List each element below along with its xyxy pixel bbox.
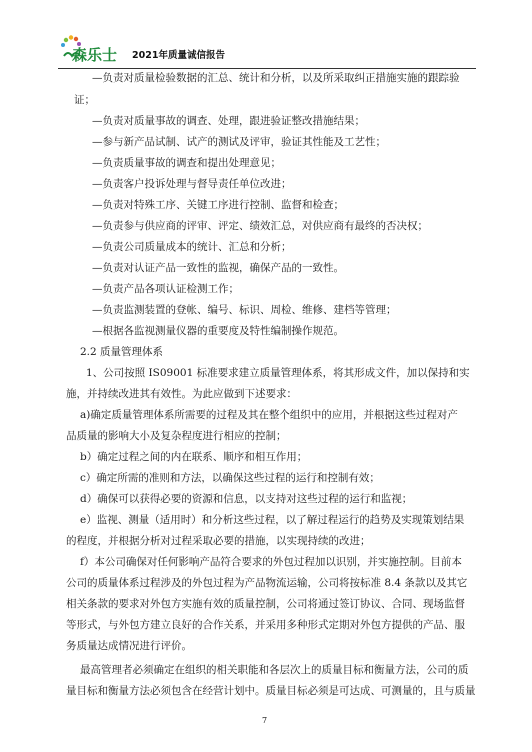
text-line: 相关条款的要求对外包方实施有效的质量控制，公司将通过签订协议、合同、现场监督 — [66, 598, 465, 610]
text-line: d）确保可以获得必要的资源和信息，以支持对这些过程的运行和监视； — [80, 493, 413, 505]
text-line: 等形式，与外包方建立良好的合作关系，并采用多种形式定期对外包方提供的产品、服 — [66, 619, 465, 631]
text-line: f）本公司确保对任何影响产品符合要求的外包过程加以识别，并实施控制。目前本 — [80, 556, 462, 568]
header-divider — [58, 68, 476, 69]
text-line: —负责客户投诉处理与督导责任单位改进； — [92, 178, 292, 190]
text-line: 务质量达成情况进行评价。 — [66, 640, 192, 652]
text-line: b）确定过程之间的内在联系、顺序和相互作用； — [80, 451, 308, 463]
text-line: —参与新产品试制、试产的测试及评审，验证其性能及工艺性； — [92, 136, 386, 148]
text-line: —负责对质量事故的调查、处理，跟进验证整改措施结果； — [92, 115, 365, 127]
text-line: —负责参与供应商的评审、评定、绩效汇总，对供应商有最终的否决权； — [92, 220, 428, 232]
section-heading: 2.2 质量管理体系 — [80, 346, 164, 358]
text-line: —负责公司质量成本的统计、汇总和分析； — [92, 241, 292, 253]
text-line: 1、公司按照 IS09001 标准要求建立质量管理体系，将其形成文件，加以保持和实 — [86, 367, 470, 379]
page-number: 7 — [262, 716, 268, 725]
text-line: —负责对认证产品一致性的监视，确保产品的一致性。 — [92, 262, 344, 274]
text-line: —根据各监视测量仪器的重要度及特性编制操作规范。 — [92, 325, 344, 337]
text-line: c）确定所需的准则和方法，以确保这些过程的运行和控制有效； — [80, 472, 380, 484]
text-line: 证； — [74, 94, 95, 106]
text-line: 最高管理者必须确定在组织的相关职能和各层次上的质量目标和衡量方法，公司的质 — [80, 664, 469, 676]
page-header — [58, 28, 478, 70]
text-line: e）监视、测量（适用时）和分析这些过程，以了解过程运行的趋势及实现策划结果 — [80, 514, 465, 526]
text-line: —负责对特殊工序、关键工序进行控制、监督和检查； — [92, 199, 344, 211]
text-line: —负责对质量检验数据的汇总、统计和分析，以及所采取纠正措施实施的跟踪验 — [92, 72, 460, 84]
text-line: 施，并持续改进其有效性。为此应做到下述要求： — [66, 388, 297, 400]
report-title: 2021年质量诚信报告 — [132, 50, 225, 61]
text-line: 量目标和衡量方法必须包含在经营计划中。质量目标必须是可达成、可测量的，且与质量 — [66, 685, 476, 697]
text-line: a)确定质量管理体系所需要的过程及其在整个组织中的应用，并根据这些过程对产 — [80, 409, 458, 421]
text-line: 品质量的影响大小及复杂程度进行相应的控制； — [66, 430, 287, 442]
text-line: —负责质量事故的调查和提出处理意见； — [92, 157, 281, 169]
text-line: 的程度，并根据分析对过程采取必要的措施，以实现持续的改进； — [66, 535, 371, 547]
brand-logo — [58, 34, 120, 64]
text-line: 公司的质量体系过程涉及的外包过程为产品物流运输，公司将按标准 8.4 条款以及其它 — [66, 577, 468, 589]
text-line: —负责监测装置的登帐、编号、标识、周检、维修、建档等管理； — [92, 304, 397, 316]
text-line: —负责产品各项认证检测工作； — [92, 283, 239, 295]
brand-name: 森乐士 — [72, 46, 118, 64]
